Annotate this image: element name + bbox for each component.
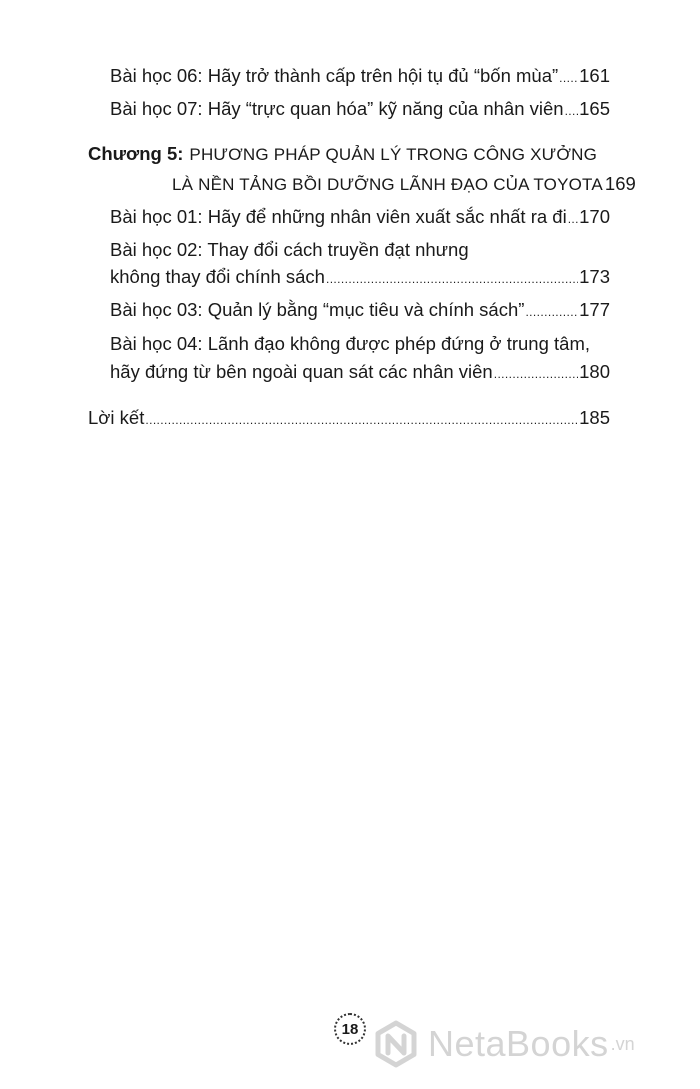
toc-entry-ch5-lesson-01 xyxy=(110,205,610,231)
dot-leader xyxy=(145,408,578,432)
toc-entry-ch5-lesson-02-line1 xyxy=(110,238,610,262)
chapter-5-heading-line2 xyxy=(172,172,636,198)
toc-entry-lesson-06 xyxy=(110,64,610,90)
toc-entry-page: 170 xyxy=(579,206,610,227)
toc-entry-ch5-lesson-03 xyxy=(110,298,610,324)
toc-entry-ch5-lesson-04-line1 xyxy=(110,332,610,356)
chapter-5-page: 169 xyxy=(604,173,636,194)
chapter-5-heading-line1 xyxy=(88,142,608,167)
chapter-5-title-line2: LÀ NỀN TẢNG BỒI DƯỠNG LÃNH ĐẠO CỦA TOYOTA xyxy=(172,175,603,194)
toc-entry-page: 165 xyxy=(579,98,610,119)
netabooks-watermark xyxy=(372,1016,635,1072)
toc-entry-label: Lời kết xyxy=(88,407,145,428)
dot-leader xyxy=(494,362,578,386)
toc-entry-lesson-07 xyxy=(110,97,610,123)
netabooks-logo-icon xyxy=(372,1020,420,1068)
toc-entry-label: Bài học 02: Thay đổi cách truyền đạt nhưng xyxy=(110,239,469,260)
toc-entry-page: 173 xyxy=(579,266,610,287)
toc-entry-ch5-lesson-02-line2 xyxy=(110,265,610,291)
dot-leader xyxy=(565,99,579,123)
toc-entry-ch5-lesson-04-line2 xyxy=(110,360,610,386)
dot-leader xyxy=(525,300,578,324)
toc-entry-label: Bài học 04: Lãnh đạo không được phép đứng ở trung tâm, xyxy=(110,333,590,354)
toc-entry-epilogue xyxy=(88,406,610,432)
toc-entry-page: 161 xyxy=(579,65,610,86)
toc-entry-page: 185 xyxy=(579,407,610,428)
toc-entry-page: 177 xyxy=(579,299,610,320)
page-number xyxy=(334,1013,366,1045)
chapter-5-prefix: Chương 5: xyxy=(88,143,184,164)
toc-entry-label: Bài học 01: Hãy để những nhân viên xuất sắc nhất ra đi xyxy=(110,206,567,227)
dot-leader xyxy=(326,267,578,291)
watermark-suffix: .vn xyxy=(610,1033,635,1054)
chapter-5-title-line1: PHƯƠNG PHÁP QUẢN LÝ TRONG CÔNG XƯỞNG xyxy=(189,145,598,164)
watermark-text: NetaBooks xyxy=(428,1023,609,1064)
toc-entry-label-cont: hãy đứng từ bên ngoài quan sát các nhân viên xyxy=(110,361,493,382)
page-number-text: 18 xyxy=(341,1020,359,1038)
toc-entry-label-cont: không thay đổi chính sách xyxy=(110,266,325,287)
toc-entry-page: 180 xyxy=(579,361,610,382)
toc-entry-label: Bài học 07: Hãy “trực quan hóa” kỹ năng của nhân viên xyxy=(110,98,564,119)
dot-leader xyxy=(559,66,578,90)
toc-entry-label: Bài học 06: Hãy trở thành cấp trên hội tụ đủ “bốn mùa” xyxy=(110,65,559,86)
dot-leader xyxy=(568,207,578,231)
toc-entry-label: Bài học 03: Quản lý bằng “mục tiêu và chính sách” xyxy=(110,299,525,320)
